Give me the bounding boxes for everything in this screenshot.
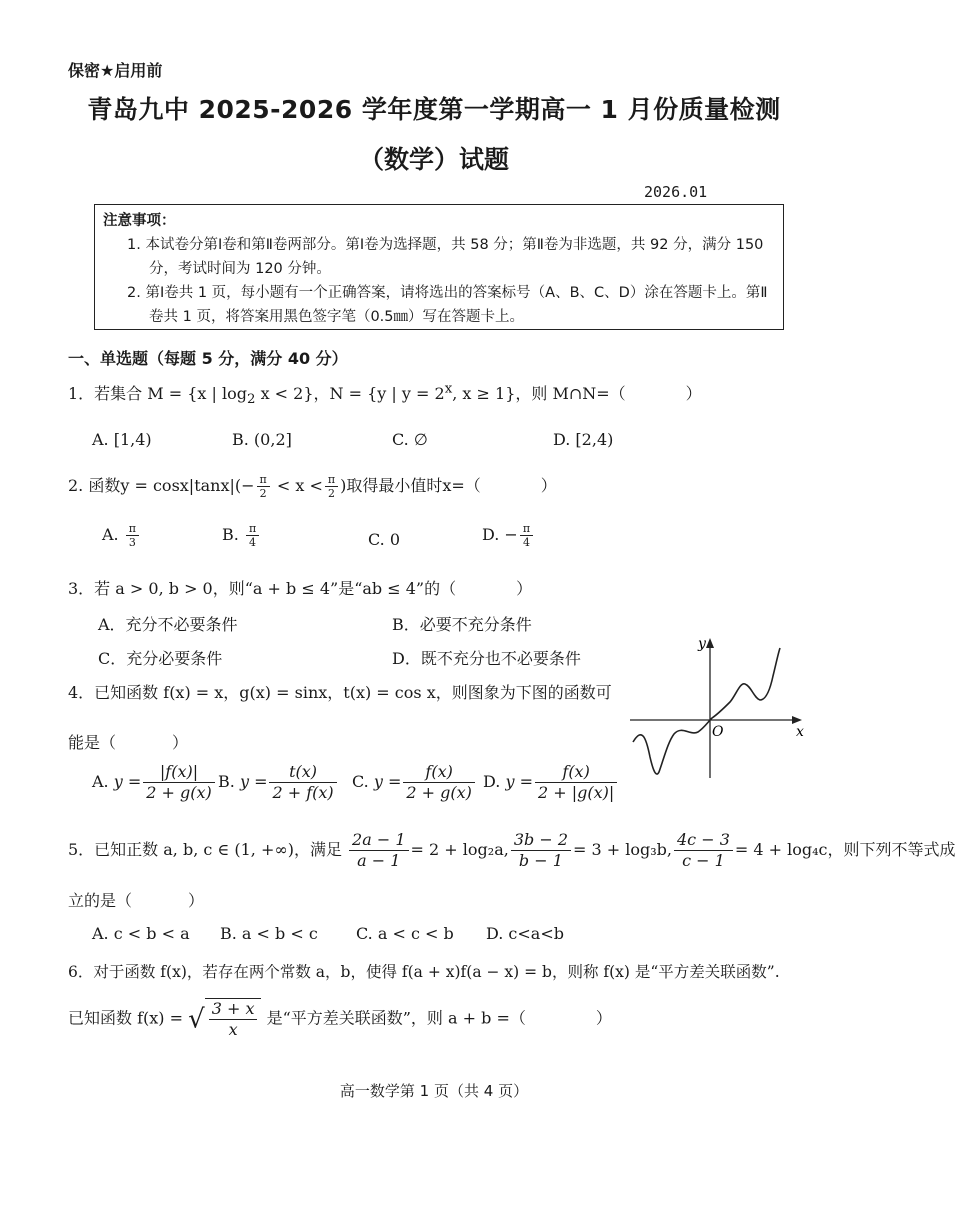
exam-subtitle: （数学）试题 (358, 145, 509, 174)
fraction: $\frac{\pi}{2}$ (325, 473, 338, 500)
question-2: 2. 函数y = cosx|tanx|(− $\frac{\pi}{2}$ < x < $\frac{\pi}{2}$ )取得最小值时x=（ ） (68, 473, 557, 500)
y-axis-label: y (698, 636, 706, 652)
q1-option-a: A. [1,4) (92, 430, 152, 449)
q4-option-a: A. y = $\frac{|f(x)|}{2 + g(x)}$ (92, 762, 217, 803)
y-axis-arrow-icon (706, 638, 714, 648)
question-3: 3．若 a > 0, b > 0，则“a + b ≤ 4”是“ab ≤ 4”的（ ） (68, 579, 533, 598)
q5-option-c: C. a < c < b (356, 924, 454, 943)
notice-item-2: 2. 第Ⅰ卷共 1 页，每小题有一个正确答案，请将选出的答案标号（A、B、C、D）涂在答题卡上。第Ⅱ卷共 1 页，将答案用黑色签字笔（0.5㎜）写在答题卡上。 (127, 285, 768, 325)
q4-option-d: D. y = $\frac{f(x)}{2 + |g(x)|}$ (483, 762, 619, 803)
q1-option-c: C. ∅ (392, 430, 428, 449)
q2-option-a: A. $\frac{\pi}{3}$ (102, 522, 141, 549)
notice-item-1: 1. 本试卷分第Ⅰ卷和第Ⅱ卷两部分。第Ⅰ卷为选择题，共 58 分；第Ⅱ卷为非选题，共 92 分，满分 150 分，考试时间为 120 分钟。 (127, 237, 764, 277)
q1-option-d: D. [2,4) (553, 430, 614, 449)
q5-option-a: A. c < b < a (92, 924, 190, 943)
notice-heading: 注意事项： (103, 213, 176, 229)
section-heading: 一、单选题（每题 5 分，满分 40 分） (68, 349, 348, 368)
q5-option-d: D. c<a<b (486, 924, 564, 943)
x-axis-label: x (796, 724, 804, 740)
q1-option-b: B. (0,2] (232, 430, 292, 449)
exam-date: 2026.01 (644, 183, 708, 201)
question-6-cont: 已知函数 f(x) = √ $\frac{3 + x}{x}$ 是“平方差关联函数”，则 a + b =（ ） (68, 999, 612, 1039)
q2-option-d: D. − $\frac{\pi}{4}$ (482, 522, 535, 549)
question-4-cont: 能是（ ） (68, 733, 189, 752)
question-1: 1．若集合 M = {x | $\log_2 x < 2$}，N = {y | $y = 2^x$, x ≥ 1}，则 M∩N=（ ） (68, 381, 702, 408)
fraction: $\frac{\pi}{2}$ (257, 473, 270, 500)
confidential-mark: 保密★启用前 (68, 61, 163, 80)
question-4: 4．已知函数 f(x) = x，g(x) = sinx，t(x) = cos x，则图象为下图的函数可 (68, 683, 612, 702)
q5-option-b: B. a < b < c (220, 924, 318, 943)
function-graph (628, 632, 806, 782)
x-axis-arrow-icon (792, 716, 802, 724)
q2-option-c: C. 0 (368, 530, 401, 549)
question-5: 5．已知正数 a, b, c ∈ (1, +∞)，满足 $\frac{2a - 1}{a - 1}$ = 2 + log₂a, $\frac{3b - 2}{b - 1}$ = 3 + log₃b, $\frac{4c - 3}{c - 1}$ = 4 + log₄c，则下列不等式成 (68, 830, 956, 870)
square-root: √ $\frac{3 + x}{x}$ (188, 998, 261, 1040)
q3-option-b: B．必要不充分条件 (392, 615, 532, 634)
q4-option-b: B. y = $\frac{t(x)}{2 + f(x)}$ (218, 762, 339, 803)
page-footer: 高一数学第 1 页（共 4 页） (339, 1082, 529, 1100)
question-5-cont: 立的是（ ） (68, 891, 205, 910)
q4-option-c: C. y = $\frac{f(x)}{2 + g(x)}$ (352, 762, 477, 803)
origin-label: O (712, 724, 724, 740)
q2-option-b: B. $\frac{\pi}{4}$ (222, 522, 261, 549)
exam-title: 青岛九中 2025-2026 学年度第一学期高一 1 月份质量检测 (87, 95, 781, 124)
q3-option-c: C．充分必要条件 (98, 649, 223, 668)
question-6: 6．对于函数 f(x)，若存在两个常数 a，b，使得 f(a + x)f(a − x) = b，则称 f(x) 是“平方差关联函数”. (68, 963, 780, 981)
curve (633, 648, 780, 774)
q3-option-a: A．充分不必要条件 (98, 615, 238, 634)
q3-option-d: D．既不充分也不必要条件 (392, 649, 581, 668)
notice-box (94, 204, 784, 330)
